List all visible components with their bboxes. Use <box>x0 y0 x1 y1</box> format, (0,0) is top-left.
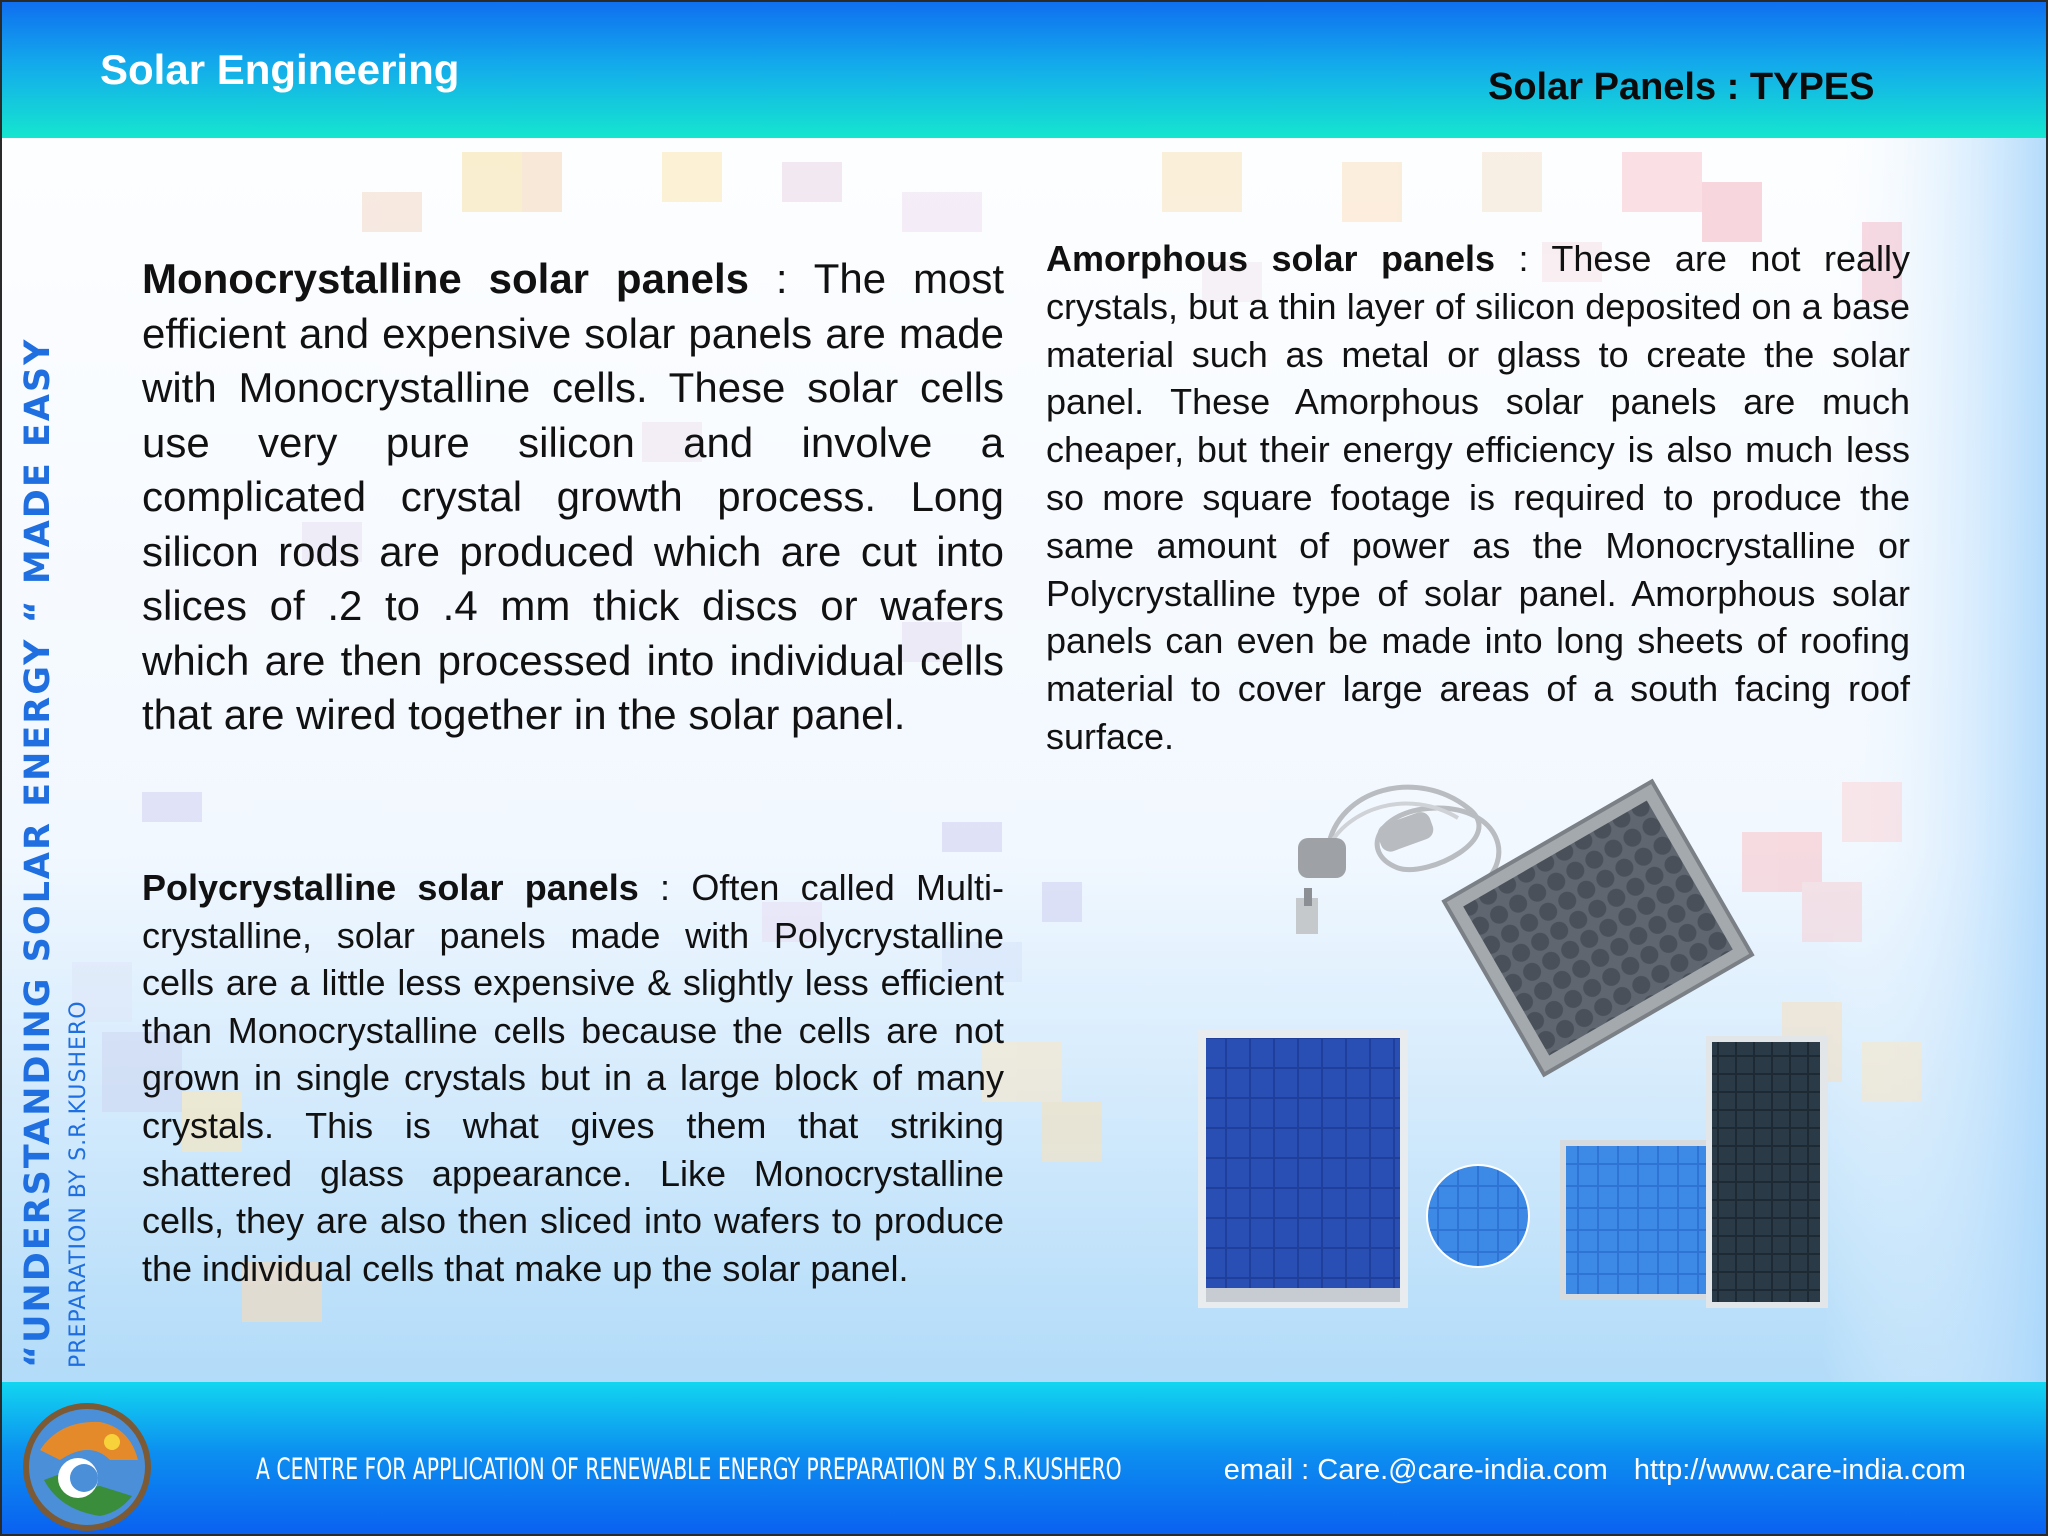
round-cell-icon <box>1426 1164 1530 1268</box>
course-title: Solar Engineering <box>100 46 460 93</box>
footer-text <box>256 1452 1966 1487</box>
mono-body: : The most efficient and expensive solar panels are made with Monocrystalline cells. These solar cells use very pure silicon and involve a complicated crystal growth process. Long silicon rods are produced which are cut into slices of .2 to .4 mm thick discs or wafers which are then processed into individual cells that are wired together in the solar panel. <box>142 255 1004 738</box>
vertical-title: “UNDERSTANDING SOLAR ENERGY “ MADE EASY <box>18 337 58 1368</box>
poly-paragraph <box>142 864 1004 1292</box>
amorphous-paragraph <box>1046 235 1910 761</box>
poly-heading: Polycrystalline solar panels <box>142 867 639 908</box>
amorphous-heading: Amorphous solar panels <box>1046 238 1496 279</box>
globe-logo-icon <box>20 1400 154 1534</box>
footer-org: A CENTRE FOR APPLICATION OF RENEWABLE ENERGY PREPARATION BY S.R.KUSHERO <box>256 1452 1122 1486</box>
footer-url[interactable]: http://www.care-india.com <box>1633 1454 1966 1486</box>
mono-heading: Monocrystalline solar panels <box>142 255 749 302</box>
blue-panel-icon <box>1198 1030 1408 1308</box>
footer-email[interactable]: email : Care.@care-india.com <box>1223 1454 1608 1486</box>
vertical-subtitle: PREPARATION BY S.R.KUSHERO <box>66 1000 91 1368</box>
mono-paragraph <box>142 252 1004 743</box>
dark-panel-icon <box>1706 1036 1828 1308</box>
vertical-title-block <box>16 337 112 1368</box>
solar-panels-image <box>1178 768 1828 1318</box>
slide-title: Solar Panels : TYPES <box>1488 66 1875 108</box>
poly-body: : Often called Multi-crystalline, solar panels made with Polycrystalline cells are a little less expensive & slightly less efficient than Monocrystalline cells because the cells are not grown in single crystals but in a large block of many crystals. This is what gives them that striking shattered glass appearance. Like Monocrystalline cells, they are also then sliced into wafers to produce the individual cells that make up the solar panel. <box>142 867 1004 1289</box>
light-blue-panel-icon <box>1560 1140 1720 1300</box>
left-column <box>142 252 1004 1289</box>
right-column <box>1046 235 1910 761</box>
amorphous-body: : These are not really crystals, but a thin layer of silicon deposited on a base material such as metal or glass to create the solar panel. These Amorphous solar panels are much cheaper, but their energy efficiency is also much less so more square footage is required to produce the same amount of power as the Monocrystalline or Polycrystalline type of solar panel. Amorphous solar panels can even be made into long sheets of roofing material to cover large areas of a south facing roof surface. <box>1046 238 1910 757</box>
